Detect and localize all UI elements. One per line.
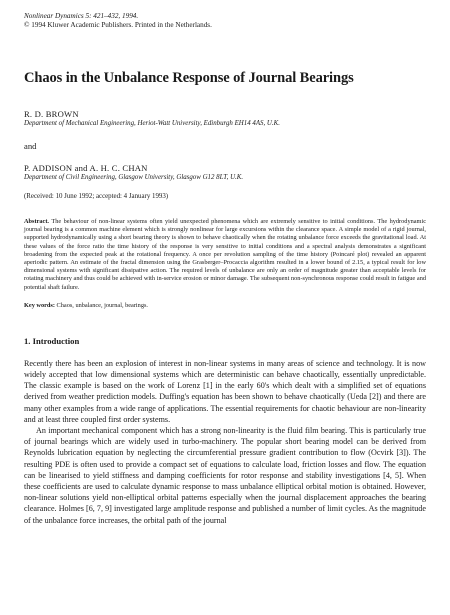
author-1: R. D. BROWN [24,109,79,119]
received-dates: (Received: 10 June 1992; accepted: 4 January 1993) [24,193,169,200]
keywords-text: Chaos, unbalance, journal, bearings. [56,301,148,309]
copyright-notice: © 1994 Kluwer Academic Publishers. Printed in the Netherlands. [24,21,212,29]
journal-citation: Nonlinear Dynamics 5: 421–432, 1994. [24,12,139,20]
affiliation-1: Department of Mechanical Engineering, Heriot-Watt University, Edinburgh EH14 4AS, U.K. [24,120,280,127]
abstract [24,218,426,292]
keywords-label: Key words: [24,301,55,309]
keywords [24,302,426,309]
affiliation-2: Department of Civil Engineering, Glasgow University, Glasgow G12 8LT, U.K. [24,174,244,181]
paper-title: Chaos in the Unbalance Response of Journal Bearings [24,70,354,86]
paper-page [24,12,426,526]
abstract-text: The behaviour of non-linear systems often yield unexpected phenomena which are extremely sensitive to initial conditions. The hydrodynamic journal bearing is a common machine element which is strongly nonlinear for large excursions within the clearance space. A simple model of a rigid journal, supported hydrodynamically using a short bearing theory is shown to behave chaotically when the rotating unbalance force exceeds the gravitational load. At these values of the force ratio the time history of the response is very sensitive to initial conditions and a spectral analysis demonstrates a significant broadening from the expected peak at the rotational frequency. A once per revolution sampling of the time history (Poincaré plot) revealed an apparent aperiodic pattern. An estimate of the fractal dimension using the Grasberger–Procaccia algorithm resulted in a lower bound of 2.15, a typical result for low dimensional systems with significant dissipative action. The required levels of unbalance are only an order of magnitude greater than acceptable levels for rotating machinery and thus could be achieved with in-service erosion or minor damage. The subsequent non-synchronous response could result in fatigue and potential shaft failure. [24,218,426,291]
author-2: P. ADDISON and A. H. C. CHAN [24,163,148,173]
section-heading: 1. Introduction [24,335,80,346]
author-conjunction: and [24,141,37,151]
abstract-label: Abstract. [24,218,50,225]
body-paragraph-1: Recently there has been an explosion of interest in non-linear systems in many areas of science and technology. It is now widely accepted that low dimensional systems which are deterministic can behave chaotically, essentially unpredictable. The classic example is based on the work of Lorenz [1] in the early 60's which dealt with a simplified set of equations derived from weather prediction models. Duffing's equation has been shown to behave chaotically (Ueda [2]) and there are many other examples from a wide range of applications. The essential requirements for chaotic behaviour are non-linearity and at least three coupled first order systems. [24,358,426,424]
body-paragraph-2: An important mechanical component which has a strong non-linearity is the fluid film bearing. This is particularly true of journal bearings which are widely used in turbo-machinery. The popular short bearing model can be derived from Reynolds lubrication equation by neglecting the circumferential pressure gradient contribution to flow (Ocvirk [3]). The resulting PDE is often used to provide a compact set of equations to calculate load, friction losses and flow. The equation can be linearised to yield stiffness and damping coefficients for rotor response and stability investigations [4, 5]. When these coefficients are used to calculate dynamic response to mass unbalance elliptical orbital motion is obtained. However, non-linear solutions yield non-elliptical orbital patterns especially when the journal displacement approaches the bearing clearance. Holmes [6, 7, 9] investigated large amplitude response and published a number of limit cycles. As the magnitude of the unbalance force increases, the orbital path of the journal [24,426,426,525]
